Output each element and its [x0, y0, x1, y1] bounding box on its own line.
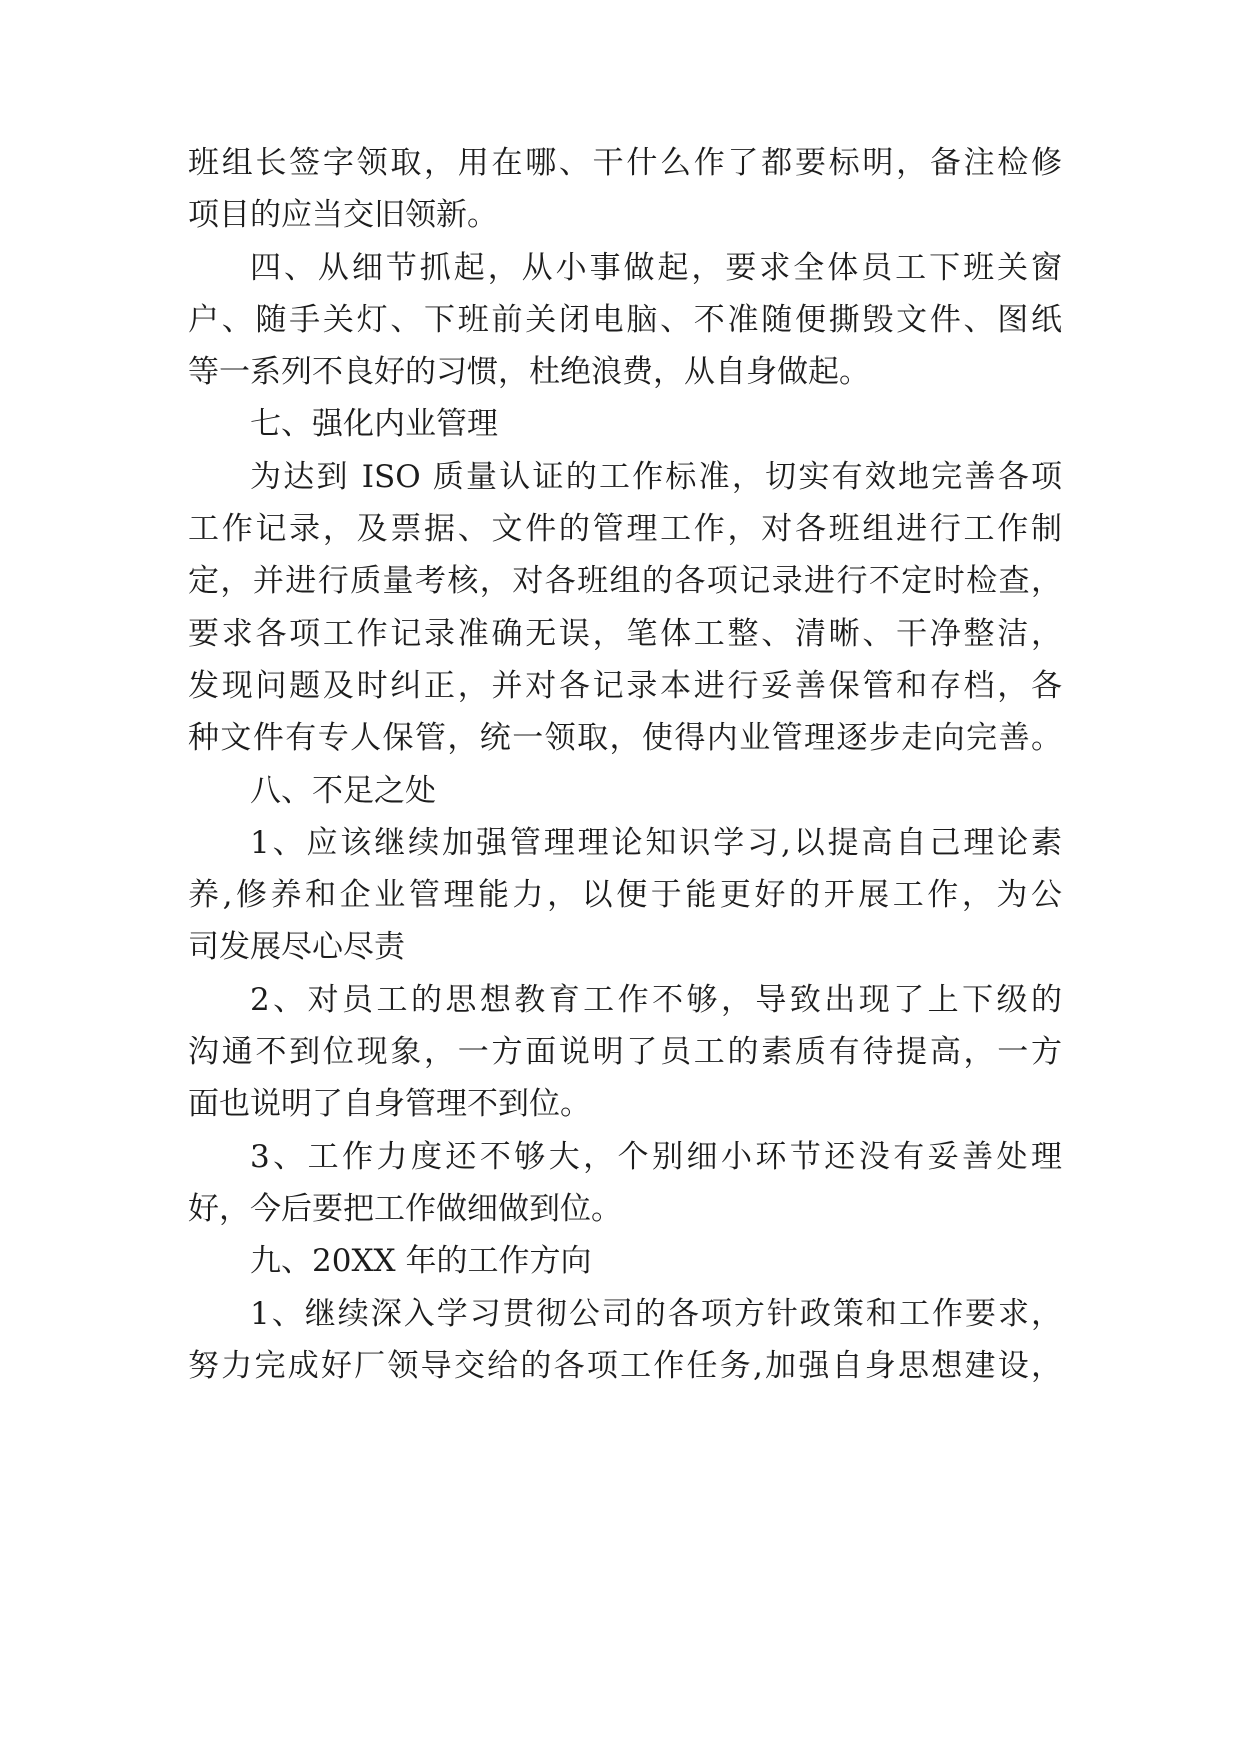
text-line: 1、应该继续加强管理理论知识学习,以提高自己理论素 — [250, 824, 1062, 861]
text-line: 2、对员工的思想教育工作不够，导致出现了上下级的 — [250, 981, 1062, 1018]
text-line: 面也说明了自身管理不到位。 — [188, 1086, 591, 1123]
text-line: 努力完成好厂领导交给的各项工作任务,加强自身思想建设， — [188, 1347, 1062, 1384]
paragraph — [188, 242, 1062, 399]
text-line: 1、继续深入学习贯彻公司的各项方针政策和工作要求， — [250, 1295, 1062, 1332]
text-line: 项目的应当交旧领新。 — [188, 197, 498, 234]
list-item — [188, 1288, 1062, 1393]
text-line: 等一系列不良好的习惯，杜绝浪费，从自身做起。 — [188, 354, 870, 391]
section-heading-text: 七、强化内业管理 — [250, 406, 498, 443]
list-item — [188, 817, 1062, 974]
list-item — [188, 1131, 1062, 1236]
text-line: 司发展尽心尽责 — [188, 929, 405, 966]
body-text — [188, 137, 1062, 1392]
text-line: 好，今后要把工作做细做到位。 — [188, 1190, 622, 1227]
text-line: 养,修养和企业管理能力，以便于能更好的开展工作，为公 — [188, 877, 1062, 914]
text-line: 户、随手关灯、下班前关闭电脑、不准随便撕毁文件、图纸 — [188, 301, 1062, 338]
list-item — [188, 974, 1062, 1131]
text-line: 发现问题及时纠正，并对各记录本进行妥善保管和存档，各 — [188, 667, 1062, 704]
text-line: 3、工作力度还不够大，个别细小环节还没有妥善处理 — [250, 1138, 1062, 1175]
text-line: 沟通不到位现象，一方面说明了员工的素质有待提高，一方 — [188, 1034, 1062, 1071]
text-line: 为达到 ISO 质量认证的工作标准，切实有效地完善各项 — [250, 458, 1062, 495]
section-heading-text: 八、不足之处 — [250, 772, 436, 809]
section-heading — [188, 765, 1062, 817]
section-heading — [188, 1235, 1062, 1287]
text-line: 四、从细节抓起，从小事做起，要求全体员工下班关窗 — [250, 249, 1062, 286]
section-heading-text: 九、20XX 年的工作方向 — [250, 1243, 592, 1280]
text-line: 要求各项工作记录准确无误，笔体工整、清晰、干净整洁， — [188, 615, 1062, 652]
text-line: 种文件有专人保管，统一领取，使得内业管理逐步走向完善。 — [188, 720, 1062, 757]
section-heading — [188, 398, 1062, 450]
paragraph — [188, 451, 1062, 765]
text-line: 定，并进行质量考核，对各班组的各项记录进行不定时检查， — [188, 563, 1062, 600]
text-line: 工作记录，及票据、文件的管理工作，对各班组进行工作制 — [188, 511, 1062, 548]
paragraph — [188, 137, 1062, 242]
text-line: 班组长签字领取，用在哪、干什么作了都要标明，备注检修 — [188, 145, 1062, 181]
